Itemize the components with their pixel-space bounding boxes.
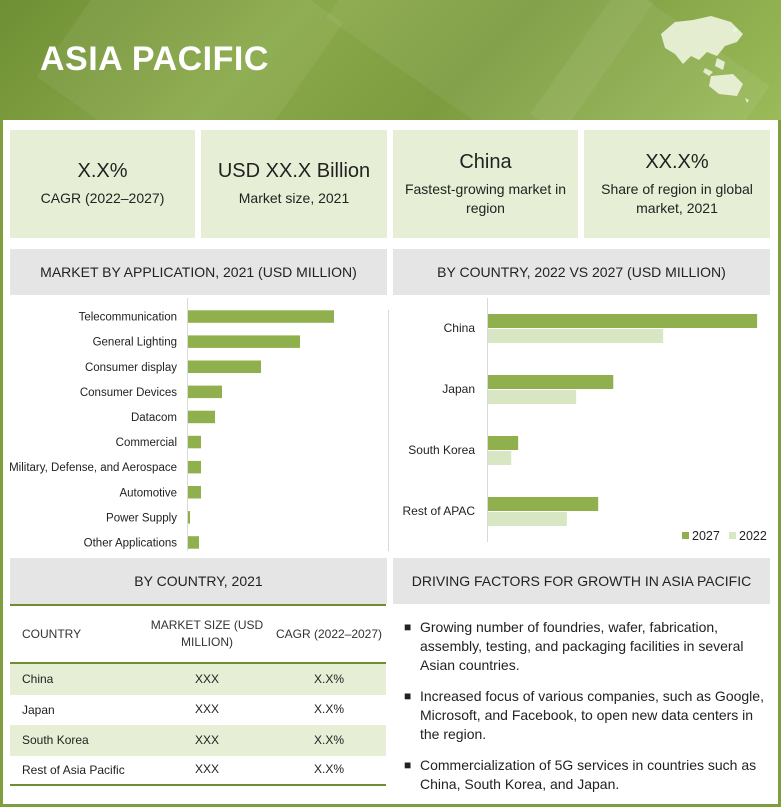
bar-2022: [488, 451, 511, 465]
bar-2022: [488, 329, 663, 343]
list-item: [404, 756, 764, 794]
bar-2022: [488, 512, 567, 526]
bar: [188, 486, 201, 499]
cell-country: Rest of Asia Pacific: [22, 762, 125, 777]
bar: [188, 511, 190, 523]
table-row: [10, 695, 386, 726]
bar-2027: [488, 314, 757, 328]
section-header-application: MARKET BY APPLICATION, 2021 (USD MILLION): [10, 249, 387, 295]
bullet-icon: ■: [404, 620, 412, 634]
stat-value: USD XX.X Billion: [217, 160, 371, 182]
table-header: [10, 604, 386, 664]
driver-text: Increased focus of various companies, such as Google, Microsoft, and Facebook, to open new data centers in the region.: [420, 688, 764, 742]
cell-market-size: XXX: [194, 762, 219, 777]
cell-market-size: XXX: [194, 702, 219, 717]
cell-cagr: X.X%: [313, 762, 344, 777]
category-label: General Lighting: [92, 336, 177, 349]
bar: [188, 335, 300, 348]
bar: [188, 361, 261, 374]
legend-swatch: [729, 532, 736, 539]
category-label: China: [443, 321, 475, 335]
stat-label: Fastest-growing market in region: [404, 180, 567, 216]
column-header-cagr: CAGR (2022–2027): [275, 626, 383, 641]
list-item: [404, 687, 764, 744]
stat-value: X.X%: [77, 160, 128, 182]
bullet-icon: ■: [404, 689, 412, 703]
section-header-country-compare: BY COUNTRY, 2022 VS 2027 (USD MILLION): [393, 249, 770, 295]
category-label: Military, Defense, and Aerospace: [9, 462, 177, 475]
cell-cagr: X.X%: [313, 702, 344, 717]
stat-region-share: [584, 130, 770, 238]
bar: [188, 536, 199, 549]
stat-label: CAGR (2022–2027): [40, 190, 165, 206]
legend-swatch: [682, 532, 689, 539]
category-label: Consumer display: [84, 361, 177, 374]
bar-2027: [488, 436, 518, 450]
column-header-country: COUNTRY: [22, 627, 82, 641]
category-label: South Korea: [408, 443, 475, 457]
bar-2027: [488, 497, 598, 511]
driver-text: Commercialization of 5G services in countries such as China, South Korea, and Japan.: [420, 757, 757, 792]
category-label: Automotive: [119, 487, 177, 500]
cell-country: China: [22, 672, 54, 687]
bar-2022: [488, 390, 576, 404]
table-row: [10, 756, 386, 787]
stat-fastest-growing: [393, 130, 578, 238]
banner-title: ASIA PACIFIC: [40, 40, 269, 78]
stat-label: Share of region in global market, 2021: [601, 180, 753, 216]
category-label: Power Supply: [106, 512, 177, 525]
cell-market-size: XXX: [194, 732, 219, 747]
category-label: Other Applications: [83, 537, 177, 550]
bar: [188, 411, 215, 424]
section-header-country-2021: BY COUNTRY, 2021: [10, 558, 387, 604]
country-table: [10, 604, 386, 786]
bar: [188, 436, 201, 449]
driving-factors-list: [404, 618, 764, 806]
bar: [188, 461, 201, 474]
driver-text: Growing number of foundries, wafer, fabrication, assembly, testing, and packaging facilities in several Asian countries.: [420, 619, 744, 673]
asia-pacific-map-icon: [653, 12, 753, 104]
stat-value: China: [459, 150, 512, 173]
category-label: Telecommunication: [78, 311, 177, 324]
cell-cagr: X.X%: [313, 671, 344, 686]
cell-country: Japan: [22, 702, 55, 717]
application-bar-chart: [0, 298, 390, 553]
cell-market-size: XXX: [194, 671, 219, 686]
cell-cagr: X.X%: [313, 732, 344, 747]
legend-label: 2027: [692, 529, 720, 543]
category-label: Datacom: [130, 411, 177, 424]
stat-market-size: [201, 130, 387, 238]
column-header-market-size: MARKET SIZE (USD MILLION): [150, 618, 264, 649]
table-row: [10, 725, 386, 756]
section-header-drivers: DRIVING FACTORS FOR GROWTH IN ASIA PACIFIC: [393, 558, 770, 604]
bullet-icon: ■: [404, 758, 412, 772]
region-banner: [0, 0, 781, 120]
list-item: [404, 618, 764, 675]
stat-label: Market size, 2021: [238, 190, 350, 206]
legend-label: 2022: [739, 529, 767, 543]
bar: [188, 310, 334, 323]
table-row: [10, 664, 386, 695]
bar: [188, 386, 222, 399]
country-comparison-chart: [392, 298, 777, 553]
bar-2027: [488, 375, 613, 389]
cell-country: South Korea: [22, 733, 89, 748]
category-label: Consumer Devices: [79, 386, 177, 399]
stat-cagr: [10, 130, 195, 238]
category-label: Rest of APAC: [402, 504, 475, 518]
stat-value: XX.X%: [645, 150, 709, 173]
category-label: Japan: [442, 382, 475, 396]
category-label: Commercial: [115, 437, 177, 450]
